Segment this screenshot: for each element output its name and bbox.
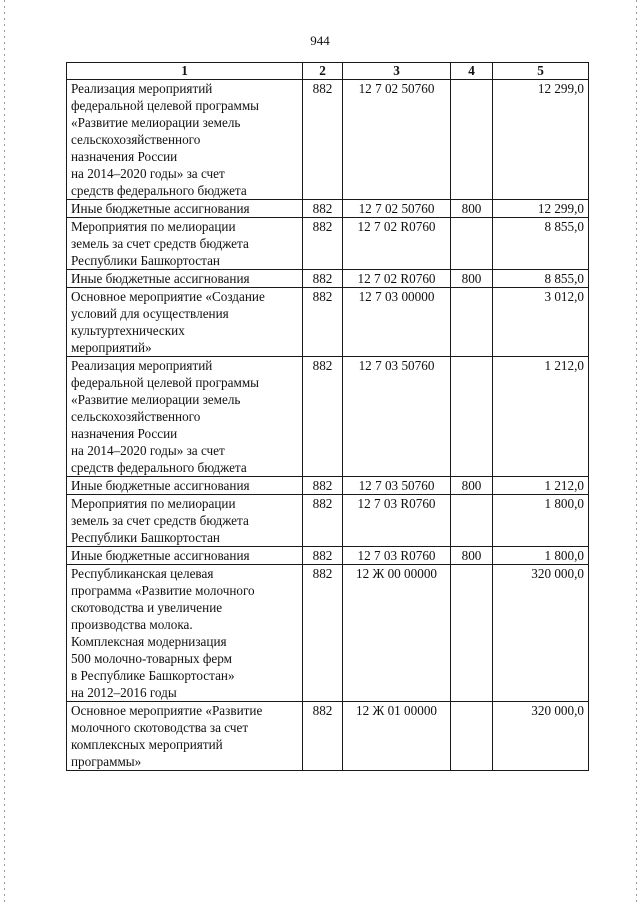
column-header-name: 1 [67, 63, 303, 80]
row-name: Иные бюджетные ассигнования [67, 477, 303, 495]
row-name: Основное мероприятие «Развитие молочного скотоводства за счет комплексных мероприятий программы» [67, 702, 303, 771]
row-admin: 882 [303, 565, 343, 702]
row-admin: 882 [303, 702, 343, 771]
row-code: 12 Ж 00 00000 [343, 565, 451, 702]
row-type [451, 288, 493, 357]
row-amount: 12 299,0 [493, 200, 589, 218]
column-header-type: 4 [451, 63, 493, 80]
row-admin: 882 [303, 80, 343, 200]
table-row [67, 357, 589, 477]
scan-edge-left [4, 0, 5, 905]
row-amount: 8 855,0 [493, 218, 589, 270]
row-name: Реализация мероприятий федеральной целевой программы «Развитие мелиорации земель сельскохозяйственного назначения России на 2014–2020 годы» за счет средств федерального бюджета [67, 80, 303, 200]
row-amount: 1 800,0 [493, 547, 589, 565]
table-row [67, 218, 589, 270]
table-row [67, 80, 589, 200]
table-row [67, 702, 589, 771]
row-admin: 882 [303, 477, 343, 495]
table-row [67, 200, 589, 218]
row-amount: 1 212,0 [493, 357, 589, 477]
row-code: 12 Ж 01 00000 [343, 702, 451, 771]
row-code: 12 7 02 R0760 [343, 218, 451, 270]
table-row [67, 270, 589, 288]
row-type: 800 [451, 547, 493, 565]
row-amount: 1 212,0 [493, 477, 589, 495]
row-name: Реализация мероприятий федеральной целевой программы «Развитие мелиорации земель сельскохозяйственного назначения России на 2014–2020 годы» за счет средств федерального бюджета [67, 357, 303, 477]
row-admin: 882 [303, 357, 343, 477]
row-code: 12 7 03 50760 [343, 477, 451, 495]
column-header-code: 3 [343, 63, 451, 80]
table-row [67, 565, 589, 702]
row-amount: 3 012,0 [493, 288, 589, 357]
table-row [67, 495, 589, 547]
row-amount: 320 000,0 [493, 702, 589, 771]
row-name: Основное мероприятие «Создание условий для осуществления культуртехнических мероприятий» [67, 288, 303, 357]
row-admin: 882 [303, 200, 343, 218]
row-type: 800 [451, 200, 493, 218]
row-name: Республиканская целевая программа «Развитие молочного скотоводства и увеличение производства молока. Комплексная модернизация 500 молочно-товарных ферм в Республике Башкортостан» на 2012–2016 годы [67, 565, 303, 702]
row-name: Мероприятия по мелиорации земель за счет средств бюджета Республики Башкортостан [67, 495, 303, 547]
row-code: 12 7 03 50760 [343, 357, 451, 477]
header-row [67, 63, 589, 80]
row-type: 800 [451, 270, 493, 288]
row-type [451, 702, 493, 771]
row-amount: 12 299,0 [493, 80, 589, 200]
budget-table [66, 62, 589, 771]
row-name: Иные бюджетные ассигнования [67, 270, 303, 288]
page-number: 944 [310, 33, 330, 48]
row-code: 12 7 03 00000 [343, 288, 451, 357]
row-type [451, 495, 493, 547]
row-type [451, 357, 493, 477]
row-code: 12 7 02 50760 [343, 200, 451, 218]
row-name: Мероприятия по мелиорации земель за счет средств бюджета Республики Башкортостан [67, 218, 303, 270]
row-type [451, 565, 493, 702]
row-name: Иные бюджетные ассигнования [67, 200, 303, 218]
table-row [67, 477, 589, 495]
row-amount: 1 800,0 [493, 495, 589, 547]
row-amount: 320 000,0 [493, 565, 589, 702]
row-name: Иные бюджетные ассигнования [67, 547, 303, 565]
row-type [451, 80, 493, 200]
row-admin: 882 [303, 495, 343, 547]
column-header-amount: 5 [493, 63, 589, 80]
row-admin: 882 [303, 270, 343, 288]
row-type [451, 218, 493, 270]
row-type: 800 [451, 477, 493, 495]
row-admin: 882 [303, 547, 343, 565]
row-amount: 8 855,0 [493, 270, 589, 288]
table-body [67, 80, 589, 771]
row-admin: 882 [303, 218, 343, 270]
table-header [67, 63, 589, 80]
column-header-admin: 2 [303, 63, 343, 80]
table-row [67, 288, 589, 357]
row-code: 12 7 03 R0760 [343, 547, 451, 565]
row-admin: 882 [303, 288, 343, 357]
row-code: 12 7 03 R0760 [343, 495, 451, 547]
scan-edge-right [636, 0, 637, 905]
row-code: 12 7 02 50760 [343, 80, 451, 200]
table-row [67, 547, 589, 565]
row-code: 12 7 02 R0760 [343, 270, 451, 288]
